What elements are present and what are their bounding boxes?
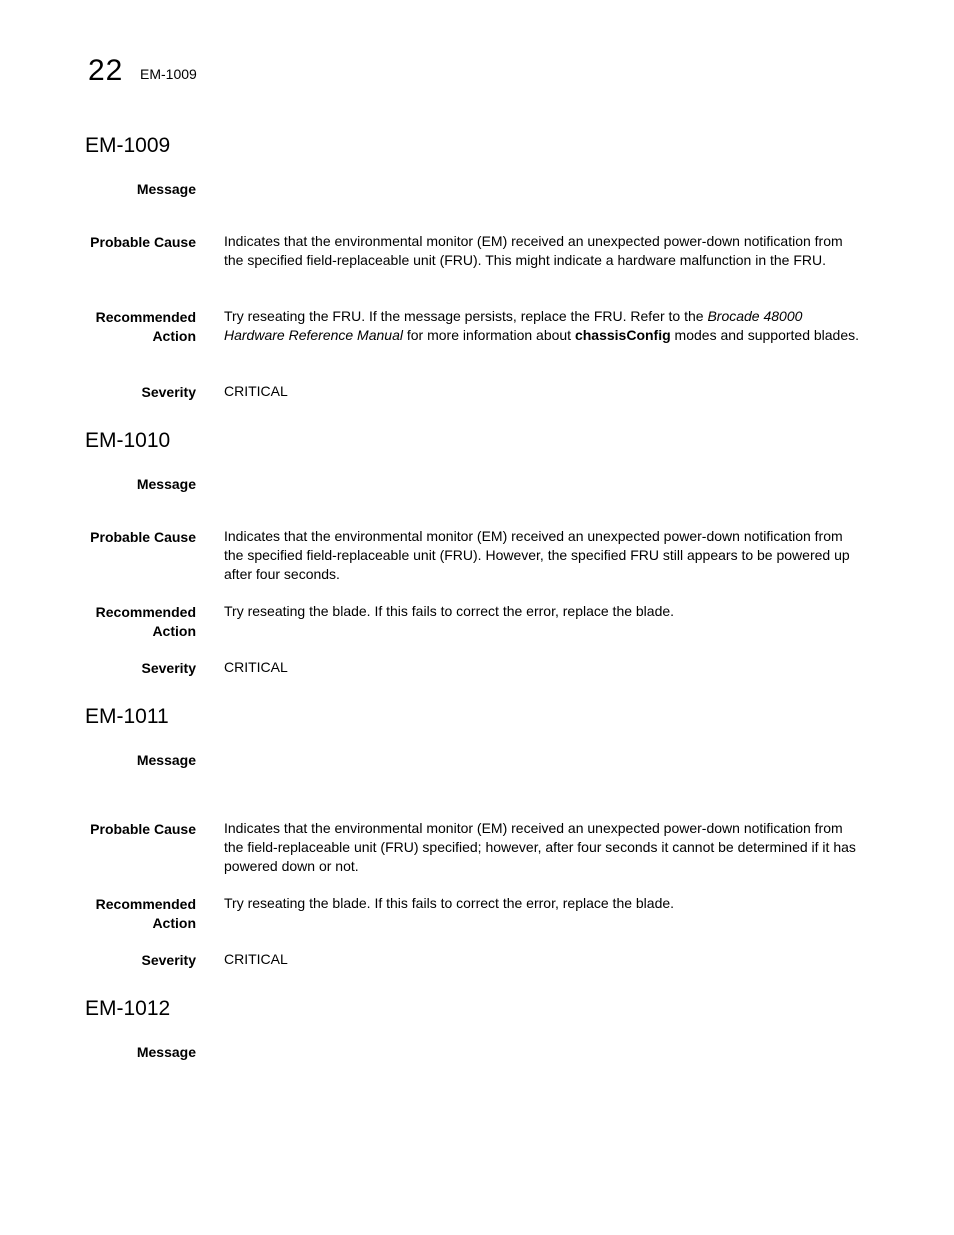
probable-cause-label: Probable Cause xyxy=(90,821,196,837)
recommended-label-line2: Action xyxy=(152,915,196,931)
running-title: EM-1009 xyxy=(140,66,197,82)
severity-value: CRITICAL xyxy=(224,383,288,399)
severity-label: Severity xyxy=(141,384,196,400)
recommended-label-line1: Recommended xyxy=(95,896,196,912)
recommended-action-text xyxy=(224,307,864,345)
probable-cause-label: Probable Cause xyxy=(90,529,196,545)
action-text-part2: for more information about xyxy=(402,327,575,343)
chapter-number: 22 xyxy=(88,54,124,87)
manual-title: Brocade 48000 Hardware Reference Manual xyxy=(224,308,803,343)
recommended-label-line2: Action xyxy=(152,623,196,639)
section-title: EM-1009 xyxy=(85,134,171,157)
message-label: Message xyxy=(136,752,196,768)
recommended-action-label xyxy=(56,308,196,346)
severity-label: Severity xyxy=(141,660,196,676)
recommended-label-line2: Action xyxy=(152,328,196,344)
command-name: chassisConfig xyxy=(574,327,671,343)
recommended-action-text: Try reseating the blade. If this fails to correct the error, replace the blade. xyxy=(224,895,675,911)
recommended-action-label xyxy=(56,603,196,641)
section-title: EM-1010 xyxy=(85,429,171,452)
probable-cause-text: Indicates that the environmental monitor (EM) received an unexpected power-down notification from the specified field-replaceable unit (FRU). However, the specified FRU still appears to be powered up after four seconds. xyxy=(224,528,850,582)
recommended-action-text: Try reseating the blade. If this fails to correct the error, replace the blade. xyxy=(224,603,675,619)
probable-cause-text: Indicates that the environmental monitor (EM) received an unexpected power-down notification from the specified field-replaceable unit (FRU). This might indicate a hardware malfunction in the FRU. xyxy=(224,233,843,268)
message-label: Message xyxy=(136,181,196,197)
action-text-part1: Try reseating the FRU. If the message persists, replace the FRU. Refer to the xyxy=(224,308,708,324)
section-title: EM-1012 xyxy=(85,997,171,1020)
severity-value: CRITICAL xyxy=(224,951,288,967)
recommended-action-label xyxy=(56,895,196,933)
recommended-label-line1: Recommended xyxy=(95,309,196,325)
action-text-part3: modes and supported blades. xyxy=(670,327,860,343)
message-label: Message xyxy=(136,476,196,492)
recommended-label-line1: Recommended xyxy=(95,604,196,620)
probable-cause-label: Probable Cause xyxy=(90,234,196,250)
probable-cause-text: Indicates that the environmental monitor (EM) received an unexpected power-down notification from the field-replaceable unit (FRU) specified; however, after four seconds it cannot be determined if it has powered down or not. xyxy=(224,820,856,874)
severity-label: Severity xyxy=(141,952,196,968)
severity-value: CRITICAL xyxy=(224,659,288,675)
section-title: EM-1011 xyxy=(85,705,169,728)
message-label: Message xyxy=(136,1044,196,1060)
